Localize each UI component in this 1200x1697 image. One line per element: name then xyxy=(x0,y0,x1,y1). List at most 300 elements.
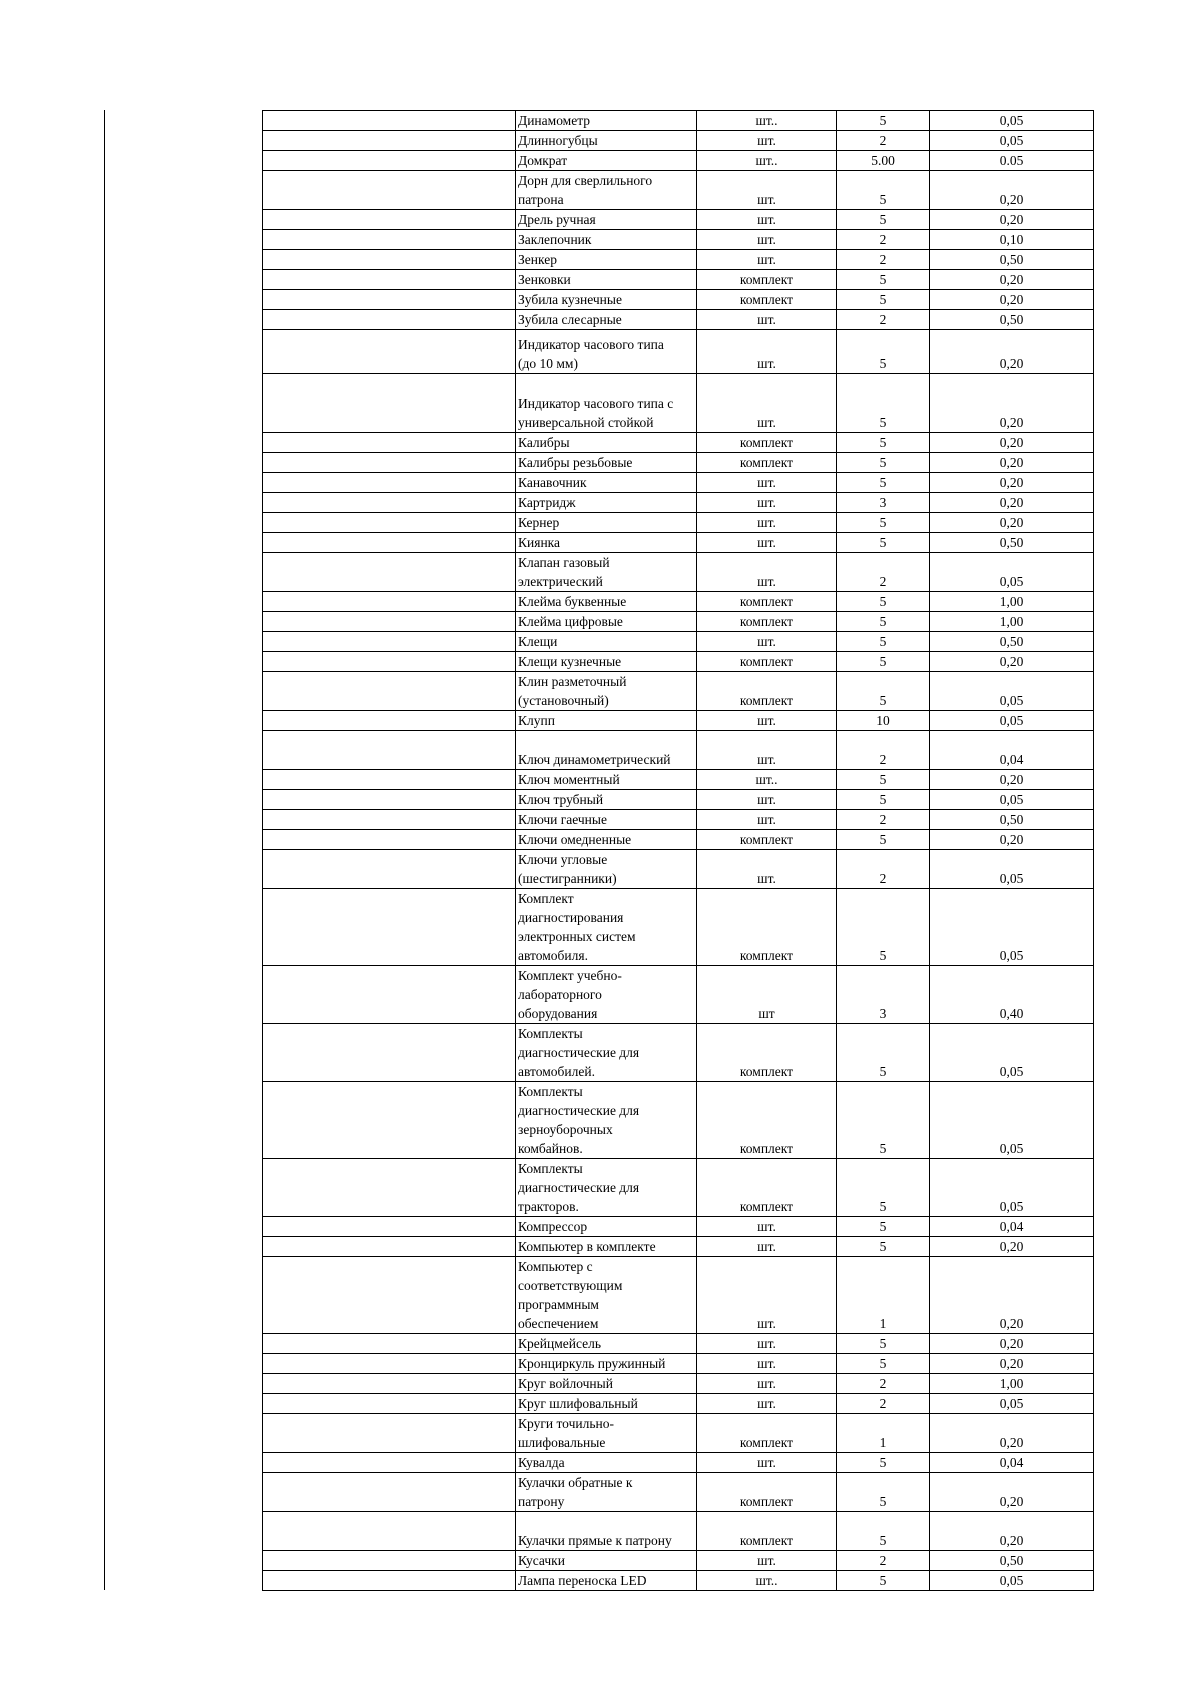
coefficient-cell xyxy=(930,513,1094,533)
unit-cell xyxy=(697,1257,837,1334)
quantity-cell xyxy=(837,592,930,612)
quantity-cell-text: 5 xyxy=(879,1219,887,1234)
unit-cell xyxy=(697,612,837,632)
quantity-cell xyxy=(837,652,930,672)
table-row xyxy=(263,1414,1094,1453)
blank-cell xyxy=(263,1354,516,1374)
item-name-cell xyxy=(516,1414,697,1453)
unit-cell-text: комплект xyxy=(739,614,794,629)
blank-cell xyxy=(263,966,516,1024)
coefficient-cell xyxy=(930,1237,1094,1257)
coefficient-cell-text: 0,20 xyxy=(999,212,1024,227)
unit-cell xyxy=(697,111,837,131)
table-row xyxy=(263,131,1094,151)
table-row xyxy=(263,672,1094,711)
item-name-cell-text: Кернер xyxy=(518,515,560,530)
item-name-cell-text: Клейма буквенные xyxy=(518,594,627,609)
quantity-cell xyxy=(837,171,930,210)
unit-cell xyxy=(697,1512,837,1551)
quantity-cell xyxy=(837,770,930,790)
equipment-table xyxy=(262,110,1094,1591)
item-name-cell xyxy=(516,1024,697,1082)
quantity-cell xyxy=(837,830,930,850)
unit-cell-text: комплект xyxy=(739,1064,794,1079)
quantity-cell xyxy=(837,1354,930,1374)
quantity-cell xyxy=(837,1394,930,1414)
blank-cell xyxy=(263,1217,516,1237)
coefficient-cell xyxy=(930,210,1094,230)
blank-cell xyxy=(263,1334,516,1354)
coefficient-cell xyxy=(930,453,1094,473)
item-name-cell xyxy=(516,473,697,493)
unit-cell-text: шт. xyxy=(757,634,776,649)
coefficient-cell-text: 0,05 xyxy=(999,792,1024,807)
item-name-cell xyxy=(516,374,697,433)
unit-cell-text: шт. xyxy=(757,1356,776,1371)
item-name-cell xyxy=(516,810,697,830)
unit-cell-text: комплект xyxy=(739,1199,794,1214)
coefficient-cell-text: 0,05 xyxy=(999,693,1024,708)
table-row xyxy=(263,433,1094,453)
unit-cell-text: комплект xyxy=(739,435,794,450)
unit-cell xyxy=(697,889,837,966)
coefficient-cell xyxy=(930,533,1094,553)
table-row xyxy=(263,1217,1094,1237)
unit-cell xyxy=(697,210,837,230)
coefficient-cell xyxy=(930,250,1094,270)
quantity-cell-text: 5 xyxy=(879,435,887,450)
quantity-cell-text: 5 xyxy=(879,1141,887,1156)
unit-cell-text: шт. xyxy=(757,192,776,207)
quantity-cell-text: 5 xyxy=(879,832,887,847)
quantity-cell-text: 3 xyxy=(879,1006,887,1021)
table-row xyxy=(263,553,1094,592)
quantity-cell-text: 5 xyxy=(879,1455,887,1470)
unit-cell xyxy=(697,1414,837,1453)
blank-cell xyxy=(263,672,516,711)
blank-cell xyxy=(263,1512,516,1551)
unit-cell xyxy=(697,533,837,553)
coefficient-cell-text: 1,00 xyxy=(999,594,1024,609)
coefficient-cell xyxy=(930,1571,1094,1591)
quantity-cell-text: 1 xyxy=(879,1316,887,1331)
unit-cell xyxy=(697,250,837,270)
quantity-cell xyxy=(837,553,930,592)
item-name-cell xyxy=(516,230,697,250)
item-name-cell-text: Клещи xyxy=(518,634,558,649)
quantity-cell xyxy=(837,513,930,533)
quantity-cell-text: 5 xyxy=(879,1064,887,1079)
item-name-cell xyxy=(516,270,697,290)
unit-cell-text: комплект xyxy=(739,594,794,609)
quantity-cell-text: 2 xyxy=(879,871,887,886)
quantity-cell xyxy=(837,1159,930,1217)
item-name-cell-text: Круг шлифовальный xyxy=(518,1396,638,1411)
unit-cell-text: комплект xyxy=(739,1494,794,1509)
blank-cell xyxy=(263,810,516,830)
blank-cell xyxy=(263,151,516,171)
item-name-cell xyxy=(516,131,697,151)
quantity-cell-text: 5 xyxy=(879,212,887,227)
item-name-cell xyxy=(516,731,697,770)
coefficient-cell-text: 0,05 xyxy=(999,1141,1024,1156)
unit-cell-text: комплект xyxy=(739,948,794,963)
blank-cell xyxy=(263,850,516,889)
quantity-cell-text: 5 xyxy=(879,356,887,371)
coefficient-cell-text: 0,20 xyxy=(999,654,1024,669)
item-name-cell xyxy=(516,1257,697,1334)
item-name-cell-text: Клупп xyxy=(518,713,555,728)
item-name-cell-text: Кронциркуль пружинный xyxy=(518,1356,666,1371)
quantity-cell xyxy=(837,790,930,810)
quantity-cell xyxy=(837,1512,930,1551)
blank-cell xyxy=(263,830,516,850)
quantity-cell xyxy=(837,310,930,330)
unit-cell xyxy=(697,1473,837,1512)
coefficient-cell-text: 0,20 xyxy=(999,455,1024,470)
quantity-cell xyxy=(837,433,930,453)
item-name-cell-text: Длинногубцы xyxy=(518,133,598,148)
quantity-cell xyxy=(837,270,930,290)
unit-cell-text: комплект xyxy=(739,693,794,708)
coefficient-cell xyxy=(930,270,1094,290)
item-name-cell xyxy=(516,1354,697,1374)
coefficient-cell xyxy=(930,612,1094,632)
blank-cell xyxy=(263,553,516,592)
coefficient-cell xyxy=(930,810,1094,830)
quantity-cell-text: 2 xyxy=(879,133,887,148)
item-name-cell xyxy=(516,1082,697,1159)
blank-cell xyxy=(263,290,516,310)
table-row xyxy=(263,151,1094,171)
item-name-cell xyxy=(516,1571,697,1591)
unit-cell-text: комплект xyxy=(739,292,794,307)
unit-cell-text: шт. xyxy=(757,232,776,247)
blank-cell xyxy=(263,652,516,672)
quantity-cell xyxy=(837,374,930,433)
unit-cell-text: шт. xyxy=(757,1239,776,1254)
unit-cell xyxy=(697,513,837,533)
unit-cell-text: шт. xyxy=(757,535,776,550)
unit-cell-text: шт. xyxy=(757,1316,776,1331)
coefficient-cell xyxy=(930,1473,1094,1512)
left-margin-rule xyxy=(104,110,105,1590)
blank-cell xyxy=(263,1571,516,1591)
item-name-cell-text: Ключ трубный xyxy=(518,792,604,807)
item-name-cell xyxy=(516,1217,697,1237)
unit-cell xyxy=(697,1374,837,1394)
item-name-cell xyxy=(516,612,697,632)
quantity-cell-text: 5 xyxy=(879,693,887,708)
coefficient-cell xyxy=(930,731,1094,770)
quantity-cell-text: 5 xyxy=(879,192,887,207)
quantity-cell-text: 2 xyxy=(879,752,887,767)
quantity-cell xyxy=(837,1374,930,1394)
blank-cell xyxy=(263,1237,516,1257)
coefficient-cell xyxy=(930,889,1094,966)
item-name-cell xyxy=(516,1374,697,1394)
table-row xyxy=(263,533,1094,553)
table-row xyxy=(263,1334,1094,1354)
unit-cell-text: комплект xyxy=(739,272,794,287)
coefficient-cell xyxy=(930,151,1094,171)
quantity-cell xyxy=(837,533,930,553)
coefficient-cell-text: 0,05 xyxy=(999,133,1024,148)
coefficient-cell-text: 0,05 xyxy=(999,574,1024,589)
unit-cell xyxy=(697,1082,837,1159)
item-name-cell xyxy=(516,111,697,131)
unit-cell xyxy=(697,330,837,374)
unit-cell xyxy=(697,473,837,493)
coefficient-cell-text: 0,20 xyxy=(999,1336,1024,1351)
item-name-cell-text: Клещи кузнечные xyxy=(518,654,622,669)
quantity-cell-text: 5 xyxy=(879,272,887,287)
quantity-cell-text: 2 xyxy=(879,574,887,589)
coefficient-cell xyxy=(930,473,1094,493)
unit-cell-text: шт. xyxy=(757,871,776,886)
coefficient-cell xyxy=(930,711,1094,731)
item-name-cell xyxy=(516,433,697,453)
coefficient-cell-text: 0,04 xyxy=(999,752,1024,767)
unit-cell-text: шт. xyxy=(757,1553,776,1568)
coefficient-cell-text: 0,20 xyxy=(999,832,1024,847)
item-name-cell-text: Компрессор xyxy=(518,1219,588,1234)
quantity-cell-text: 5 xyxy=(879,1356,887,1371)
quantity-cell xyxy=(837,889,930,966)
coefficient-cell-text: 0,50 xyxy=(999,812,1024,827)
quantity-cell-text: 5 xyxy=(879,1336,887,1351)
quantity-cell xyxy=(837,1414,930,1453)
blank-cell xyxy=(263,731,516,770)
blank-cell xyxy=(263,270,516,290)
quantity-cell xyxy=(837,711,930,731)
coefficient-cell xyxy=(930,1257,1094,1334)
coefficient-cell-text: 0,10 xyxy=(999,232,1024,247)
coefficient-cell xyxy=(930,592,1094,612)
unit-cell-text: шт. xyxy=(757,574,776,589)
item-name-cell-text: Дрель ручная xyxy=(518,212,596,227)
quantity-cell-text: 5 xyxy=(879,292,887,307)
item-name-cell-text: Кулачки прямые к патрону xyxy=(518,1533,672,1548)
coefficient-cell xyxy=(930,966,1094,1024)
table-row xyxy=(263,1551,1094,1571)
unit-cell xyxy=(697,1237,837,1257)
item-name-cell-text: Кувалда xyxy=(518,1455,565,1470)
coefficient-cell-text: 0,20 xyxy=(999,415,1024,430)
coefficient-cell-text: 0,50 xyxy=(999,535,1024,550)
coefficient-cell xyxy=(930,131,1094,151)
item-name-cell xyxy=(516,330,697,374)
quantity-cell xyxy=(837,250,930,270)
unit-cell xyxy=(697,270,837,290)
blank-cell xyxy=(263,171,516,210)
item-name-cell-text: Ключи омедненные xyxy=(518,832,632,847)
blank-cell xyxy=(263,1257,516,1334)
table-row xyxy=(263,830,1094,850)
item-name-cell xyxy=(516,711,697,731)
table-row xyxy=(263,1374,1094,1394)
quantity-cell-text: 5 xyxy=(879,1199,887,1214)
coefficient-cell xyxy=(930,553,1094,592)
quantity-cell-text: 5 xyxy=(879,948,887,963)
item-name-cell-text: Ключ динамометрический xyxy=(518,752,671,767)
table-row xyxy=(263,790,1094,810)
quantity-cell-text: 5 xyxy=(879,415,887,430)
coefficient-cell-text: 0,20 xyxy=(999,495,1024,510)
quantity-cell xyxy=(837,210,930,230)
unit-cell-text: шт.. xyxy=(755,113,778,128)
table-row xyxy=(263,374,1094,433)
equipment-table-body xyxy=(263,111,1094,1591)
blank-cell xyxy=(263,453,516,473)
table-row xyxy=(263,1159,1094,1217)
unit-cell-text: комплект xyxy=(739,832,794,847)
unit-cell xyxy=(697,1334,837,1354)
coefficient-cell-text: 0,20 xyxy=(999,292,1024,307)
item-name-cell xyxy=(516,1551,697,1571)
coefficient-cell xyxy=(930,1414,1094,1453)
item-name-cell-text: Зубила кузнечные xyxy=(518,292,622,307)
item-name-cell-text: Ключ моментный xyxy=(518,772,620,787)
table-row xyxy=(263,810,1094,830)
quantity-cell-text: 2 xyxy=(879,1553,887,1568)
blank-cell xyxy=(263,473,516,493)
coefficient-cell-text: 0,20 xyxy=(999,192,1024,207)
unit-cell xyxy=(697,1217,837,1237)
table-row xyxy=(263,230,1094,250)
item-name-cell-text: Круги точильно- шлифовальные xyxy=(518,1416,614,1450)
item-name-cell-text: Лампа переноска LED xyxy=(518,1573,647,1588)
item-name-cell xyxy=(516,652,697,672)
item-name-cell xyxy=(516,1159,697,1217)
blank-cell xyxy=(263,513,516,533)
table-row xyxy=(263,889,1094,966)
unit-cell-text: комплект xyxy=(739,1435,794,1450)
item-name-cell xyxy=(516,310,697,330)
table-row xyxy=(263,493,1094,513)
table-row xyxy=(263,290,1094,310)
table-row xyxy=(263,612,1094,632)
coefficient-cell-text: 0,50 xyxy=(999,634,1024,649)
table-row xyxy=(263,1512,1094,1551)
coefficient-cell-text: 0,04 xyxy=(999,1219,1024,1234)
unit-cell xyxy=(697,966,837,1024)
item-name-cell-text: Зенковки xyxy=(518,272,571,287)
unit-cell-text: шт. xyxy=(757,1376,776,1391)
unit-cell-text: шт. xyxy=(757,1396,776,1411)
quantity-cell-text: 5 xyxy=(879,1533,887,1548)
unit-cell xyxy=(697,131,837,151)
blank-cell xyxy=(263,1551,516,1571)
unit-cell-text: шт.. xyxy=(755,153,778,168)
item-name-cell-text: Комплекты диагностические для зерноуборочных комбайнов. xyxy=(518,1084,640,1156)
quantity-cell xyxy=(837,290,930,310)
unit-cell-text: шт. xyxy=(757,1336,776,1351)
quantity-cell-text: 2 xyxy=(879,252,887,267)
unit-cell xyxy=(697,731,837,770)
item-name-cell-text: Калибры резьбовые xyxy=(518,455,633,470)
item-name-cell-text: Домкрат xyxy=(518,153,568,168)
coefficient-cell-text: 0,50 xyxy=(999,312,1024,327)
unit-cell-text: шт. xyxy=(757,752,776,767)
table-row xyxy=(263,1473,1094,1512)
coefficient-cell-text: 0,20 xyxy=(999,1316,1024,1331)
coefficient-cell xyxy=(930,330,1094,374)
table-row xyxy=(263,310,1094,330)
item-name-cell xyxy=(516,453,697,473)
unit-cell-text: шт. xyxy=(757,495,776,510)
coefficient-cell xyxy=(930,1453,1094,1473)
quantity-cell-text: 5 xyxy=(879,634,887,649)
table-row xyxy=(263,1024,1094,1082)
blank-cell xyxy=(263,770,516,790)
table-row xyxy=(263,171,1094,210)
unit-cell xyxy=(697,810,837,830)
unit-cell xyxy=(697,151,837,171)
item-name-cell-text: Комплекты диагностические для автомобилей. xyxy=(518,1026,640,1079)
unit-cell-text: комплект xyxy=(739,1141,794,1156)
table-row xyxy=(263,1394,1094,1414)
coefficient-cell xyxy=(930,1551,1094,1571)
blank-cell xyxy=(263,1453,516,1473)
coefficient-cell-text: 0,20 xyxy=(999,772,1024,787)
coefficient-cell-text: 0,05 xyxy=(999,1199,1024,1214)
blank-cell xyxy=(263,1473,516,1512)
unit-cell-text: шт. xyxy=(757,356,776,371)
quantity-cell xyxy=(837,1237,930,1257)
unit-cell xyxy=(697,790,837,810)
item-name-cell-text: Клейма цифровые xyxy=(518,614,623,629)
quantity-cell-text: 5 xyxy=(879,535,887,550)
blank-cell xyxy=(263,310,516,330)
table-row xyxy=(263,592,1094,612)
coefficient-cell-text: 0,05 xyxy=(999,113,1024,128)
item-name-cell xyxy=(516,850,697,889)
coefficient-cell xyxy=(930,1082,1094,1159)
item-name-cell xyxy=(516,513,697,533)
item-name-cell-text: Крейцмейсель xyxy=(518,1336,601,1351)
coefficient-cell-text: 0,20 xyxy=(999,272,1024,287)
quantity-cell-text: 2 xyxy=(879,232,887,247)
blank-cell xyxy=(263,612,516,632)
coefficient-cell xyxy=(930,1354,1094,1374)
quantity-cell-text: 5.00 xyxy=(871,153,895,168)
blank-cell xyxy=(263,533,516,553)
item-name-cell xyxy=(516,1473,697,1512)
coefficient-cell-text: 0,20 xyxy=(999,1239,1024,1254)
item-name-cell xyxy=(516,830,697,850)
unit-cell xyxy=(697,711,837,731)
unit-cell-text: шт. xyxy=(757,212,776,227)
unit-cell-text: шт.. xyxy=(755,772,778,787)
coefficient-cell xyxy=(930,1394,1094,1414)
unit-cell-text: шт. xyxy=(757,475,776,490)
quantity-cell xyxy=(837,151,930,171)
unit-cell xyxy=(697,632,837,652)
unit-cell-text: шт. xyxy=(757,1455,776,1470)
coefficient-cell xyxy=(930,493,1094,513)
unit-cell xyxy=(697,310,837,330)
unit-cell-text: шт. xyxy=(757,133,776,148)
quantity-cell-text: 5 xyxy=(879,113,887,128)
coefficient-cell xyxy=(930,850,1094,889)
table-row xyxy=(263,1257,1094,1334)
blank-cell xyxy=(263,889,516,966)
item-name-cell-text: Ключи гаечные xyxy=(518,812,607,827)
item-name-cell xyxy=(516,889,697,966)
unit-cell xyxy=(697,770,837,790)
item-name-cell-text: Комплекты диагностические для тракторов. xyxy=(518,1161,640,1214)
